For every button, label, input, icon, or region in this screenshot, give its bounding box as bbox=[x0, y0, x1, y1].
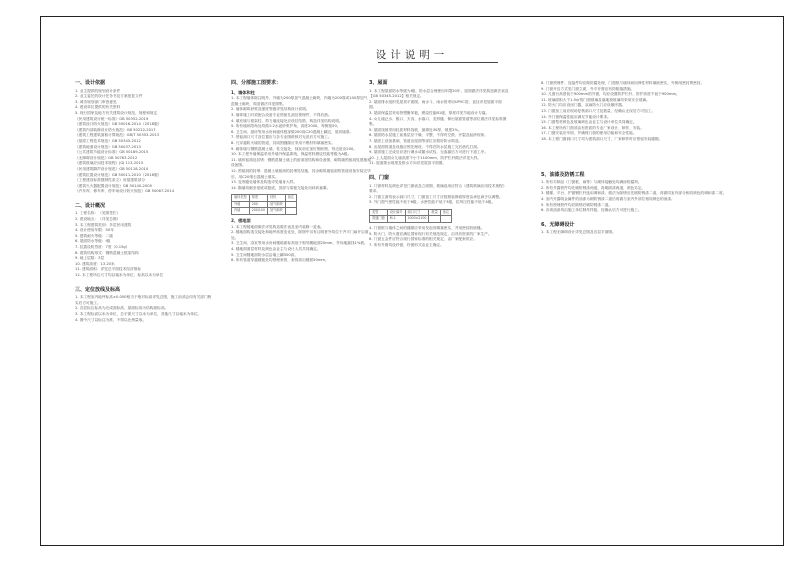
list-item: 12. 本工程所注尺寸均以毫米为单位，标高以米为单位 bbox=[75, 273, 164, 277]
table-row bbox=[370, 216, 452, 223]
list-item: 5. 所有墙体阳角处均做1:2水泥砂浆护角，高度2000，每侧宽50。 bbox=[231, 124, 341, 129]
drawing-sheet bbox=[40, 16, 784, 546]
list-item: 2. 墙体砌筑砂浆及强度等级详见结构设计说明。 bbox=[231, 107, 310, 112]
list-item: 2. 所有外露铁件均先刷防锈漆两道，再刷面漆两道，颜色另定。 bbox=[541, 185, 646, 190]
column-4 bbox=[541, 72, 731, 236]
table-cell: 洞口尺寸 bbox=[405, 209, 429, 216]
list-item: 10. 本工程外墙保温采用外墙外保温系统，保温材料燃烧性能等级为A级。 bbox=[231, 152, 352, 157]
list-item: 9. 砌体墙与钢筋混凝土墙、柱交接处，抹灰前应加钉钢丝网，每边宽出200。 bbox=[231, 146, 358, 151]
section-heading-positioning: 三、定位放线及标高 bbox=[75, 286, 121, 293]
doors-notes-list bbox=[541, 81, 731, 143]
list-item: 《民用建筑设计统一标准》GB 50352-2019 bbox=[75, 116, 149, 121]
list-item: 3. 屋面保温层采用挤塑聚苯板，燃烧性能B1级，厚度详见节能设计专篇。 bbox=[369, 110, 490, 115]
door-window-table bbox=[369, 209, 452, 223]
title-underline bbox=[378, 62, 498, 63]
list-item: 14. 隔墙均砌至梁底或板底，顶部与梁板交接处用斜砖塞紧。 bbox=[231, 185, 331, 190]
list-item: 1. 业主提供的规划设计条件 bbox=[75, 88, 121, 93]
list-item: 15. 门窗型材颜色及玻璃颜色由业主与设计单位共同确定。 bbox=[541, 120, 637, 125]
section-heading-overview: 二、设计概况 bbox=[75, 202, 106, 209]
list-item: 7. 所有外窗均设纱窗，纱窗形式由业主确定。 bbox=[369, 242, 444, 247]
list-item: 《汽车库、修车库、停车场设计防火规范》GB 50067-2014 bbox=[75, 189, 175, 194]
table-cell: 墙体类型 bbox=[232, 195, 250, 202]
list-item: 2. 门窗立面均表示洞口尺寸，门窗加工尺寸应按照装修面厚度由承包商予以调整。 bbox=[369, 194, 503, 199]
basis-list bbox=[75, 89, 215, 195]
list-item: 1. 本工程楼地面做法详见构造做法表及室内装修一览表。 bbox=[231, 224, 325, 229]
table-cell: 200/100 bbox=[249, 208, 267, 215]
list-item: 12. 防火门均应设闭门器，双扇防火门应设顺序器。 bbox=[541, 103, 626, 108]
list-item: 《公共建筑节能设计标准》GB 50189-2015 bbox=[75, 150, 149, 155]
list-item: 3. 本工程建筑类别：多层民用建筑 bbox=[75, 222, 132, 227]
table-cell: 厚度 bbox=[249, 195, 267, 202]
list-item: 8. 门窗预埋件、连接件均应做防腐处理，门窗框与墙体间用弹性材料填嵌密实，外侧用密封膏密封。 bbox=[541, 81, 705, 85]
list-item: 5. 建筑耐火等级：二级 bbox=[75, 233, 113, 238]
list-item: 3. 城市规划部门审查意见 bbox=[75, 99, 117, 104]
list-item: 《屋面工程技术规范》GB 50345-2012 bbox=[75, 138, 141, 143]
table-cell: 内墙 bbox=[232, 208, 250, 215]
floors-list bbox=[231, 225, 371, 264]
wall-table bbox=[231, 194, 297, 215]
section-heading-doors-windows: 四、门窗 bbox=[369, 174, 390, 181]
list-item: 1. 本工程室内地坪标高±0.000相当于绝对标高详见总图，施工前须会同有关部门核实后方可施工。 bbox=[75, 295, 212, 305]
list-item: 《建筑地面设计规范》GB 50037-2013 bbox=[75, 144, 141, 149]
list-item: 《建筑抗震设计规范》GB 50011-2010（2016版） bbox=[75, 172, 162, 177]
doors-list-continued bbox=[369, 226, 509, 248]
table-cell: 材料 bbox=[268, 195, 286, 202]
list-item: 4. 女儿墙泛水、檐口、天沟、水落口、变形缝、伸出屋面管道等部位做法详见标准图集。 bbox=[369, 116, 507, 127]
list-item: 2. 屋面排水组织见屋顶平面图，雨水斗、雨水管采用UPVC管，直径详见屋面平面图。 bbox=[369, 99, 502, 110]
list-item: 5. 屋面找坡采用轻质材料找坡，最薄处30厚，坡度2%。 bbox=[369, 127, 462, 132]
list-item: 《建筑工程建筑面积计算规范》GB/T 50353-2013 bbox=[75, 133, 160, 138]
list-item: 9. 门窗开启方式见门窗立面，外平开窗应有防脱落措施。 bbox=[541, 86, 635, 91]
section-heading-basis: 一、设计依据 bbox=[75, 80, 106, 86]
list-item: 1. 门窗材料及颜色详见门窗表及立面图，玻璃选用应符合《建筑玻璃应用技术规程》要求。 bbox=[369, 183, 507, 194]
list-item: 6. 各项油漆均由施工单位制作样板，经确认后方可进行施工。 bbox=[541, 208, 642, 213]
list-item: 4. 楼地面面层材料及颜色由业主与设计人员共同确定。 bbox=[231, 247, 321, 252]
table-cell bbox=[429, 216, 440, 223]
list-item: 7. 抗震设防烈度：7度（0.15g） bbox=[75, 245, 130, 250]
list-item: 《无障碍设计规范》GB 50763-2012 bbox=[75, 155, 138, 160]
list-item: 8. 凡穿越防火墙的管道，其周围缝隙应采用不燃材料填塞密实。 bbox=[231, 140, 336, 145]
list-item: 5. 卫生间楼地面防水层沿墙上翻300高。 bbox=[231, 252, 299, 257]
list-item: 5. 所有预埋铁件均应除锈后刷防锈漆二道。 bbox=[541, 202, 613, 207]
list-item: 1. 本工程无障碍设计详见总图及各层平面图。 bbox=[541, 230, 616, 235]
list-item: 《工程建设标准强制性条文》房屋建筑部分 bbox=[75, 178, 146, 183]
column-3 bbox=[369, 72, 509, 248]
table-cell: 备注 bbox=[285, 195, 296, 202]
list-item: 1. 本工程屋面防水等级为Ⅰ级，防水层合理使用年限20年，屋面做法详见构造做法表及【GB 50345-2012】相关规定。 bbox=[369, 88, 509, 99]
list-item: 4. 建设单位提供的有关资料 bbox=[75, 105, 121, 110]
table-row bbox=[232, 208, 297, 215]
sheet-title: 设计说明一 bbox=[375, 49, 449, 61]
list-item: 3. 本工程标高以米为单位，总平面尺寸以米为单位，其他尺寸以毫米为单位。 bbox=[75, 311, 202, 316]
list-item: 3. 外门窗气密性能不低于6级，水密性能不低于3级，抗风压性能不低于4级。 bbox=[369, 200, 496, 205]
list-item: 《建筑设计防火规范》GB 50016-2014（2018版） bbox=[75, 122, 162, 127]
positioning-list bbox=[75, 295, 215, 323]
list-item: 8. 出屋面管道及设施应预先埋设，不得在防水层施工完后凿孔打洞。 bbox=[369, 144, 481, 149]
list-item: 14. 外门窗保温性能应满足节能设计要求。 bbox=[541, 114, 611, 119]
list-item: 17. 门窗安装应牢固，并确保门窗的使用功能和安全性能。 bbox=[541, 131, 637, 136]
table-cell: 设计编号 bbox=[387, 209, 405, 216]
paint-list bbox=[541, 180, 731, 214]
doors-list bbox=[369, 184, 509, 206]
list-item: 4. 设计使用年限：50年 bbox=[75, 228, 114, 233]
list-item: 6. 门窗五金件应符合现行国家标准的相关规定，由厂家配套供应。 bbox=[369, 237, 477, 242]
walls-list bbox=[231, 96, 371, 191]
table-cell: 外墙 bbox=[232, 201, 250, 208]
list-item: 6. 所有管道穿越楼板处均预埋套管，套管高出楼面50mm。 bbox=[231, 258, 329, 263]
list-item: 3. 卫生间、浴室等用水房间楼地面标高低于相邻楼地面20mm，并向地漏找1%坡。 bbox=[231, 241, 368, 246]
list-item: 5. 现行国家及地方有关建筑设计规范、规程和规定 bbox=[75, 110, 158, 115]
list-item: 3. 墙体施工时须配合设备专业预留孔洞及预埋件，不得后凿。 bbox=[231, 112, 332, 117]
list-item: 7. 屋面上设备基础、管道出屋面等部位应做好防水构造。 bbox=[369, 138, 463, 143]
table-cell: 1000×2100 bbox=[405, 216, 429, 223]
roof-list bbox=[369, 89, 509, 167]
list-item: 9. 屋面施工完成后应进行淋水或蓄水试验，无渗漏后方可进行下道工序。 bbox=[369, 150, 488, 155]
section-heading-paint: 5、油漆及防锈工程 bbox=[541, 171, 585, 178]
list-item: 7. 预留洞口尺寸及位置应与各专业图纸核对无误后方可施工。 bbox=[231, 135, 332, 140]
table-cell: 备注 bbox=[440, 209, 451, 216]
column-2 bbox=[231, 72, 371, 264]
subheading-walls: 1、墙体和柱 bbox=[231, 89, 255, 95]
list-item: 13. 门窗加工前应现场复核洞口尺寸及数量，经确认无误后方可加工。 bbox=[541, 108, 655, 113]
list-item: 10. 凡窗台高度低于900mm的外窗，均应设置防护栏杆，防护高度不低于900mm。 bbox=[541, 92, 680, 97]
list-item: 8. 建筑结构形式：钢筋混凝土框架结构 bbox=[75, 250, 139, 255]
list-item: 10. 上人屋面女儿墙高度不小于1100mm，防护栏杆做法详见大样。 bbox=[369, 155, 482, 160]
list-item: 2. 建设地点：（详见总图） bbox=[75, 217, 121, 222]
list-item: 2. 楼地面构造交接处和地坪高度变化处，除图中另有注明者外均位于齐平门扇开启面处。 bbox=[231, 230, 369, 240]
list-item: 2. 各层标注标高为完成面标高，屋面标高为结构面标高。 bbox=[75, 306, 169, 311]
list-item: 6. 屋面防水层施工前基层应干燥、平整，不得有空鼓、开裂及起砂现象。 bbox=[369, 133, 488, 138]
list-item: 13. 变形缝处墙体及构造详见墙身大样。 bbox=[231, 180, 298, 185]
list-item: 9. 地上层数：3层 bbox=[75, 256, 105, 261]
list-item: 11. 墙体留洞及封堵：钢筋混凝土墙上的留洞见结构和设备图，砌筑墙预留洞见建施和设备图。 bbox=[231, 157, 371, 168]
list-item: 1. 工程名称：（见图签栏） bbox=[75, 211, 121, 216]
table-cell bbox=[285, 208, 296, 215]
table-cell bbox=[440, 216, 451, 223]
list-item: 3. 楼梯、平台、护窗钢栏杆选用调和漆，做法为除锈后先刷防锈漆二道，再做同室内部分相同颜色的调和漆二度。 bbox=[541, 191, 727, 196]
overview-list bbox=[75, 211, 215, 278]
list-item: 4. 填充墙与框架柱、剪力墙连接处应设拉结筋，构造详见结构说明。 bbox=[231, 118, 343, 123]
table-cell: M-1 bbox=[387, 216, 405, 223]
table-cell: 类型 bbox=[370, 209, 388, 216]
section-heading-construction: 四、分部施工图要求： bbox=[231, 80, 282, 86]
list-item: 6. 屋面防水等级：Ⅰ级 bbox=[75, 239, 111, 244]
table-cell: 加气砌块 bbox=[268, 201, 286, 208]
list-item: 《建筑玻璃应用技术规程》JGJ 113-2015 bbox=[75, 161, 144, 166]
table-row bbox=[232, 201, 297, 208]
list-item: 4. 室内外露明金属件的油漆为刷防锈漆二道后再做与室内外部位相同颜色的油漆。 bbox=[541, 196, 675, 201]
table-cell bbox=[285, 201, 296, 208]
table-row bbox=[232, 195, 297, 202]
subheading-floors: 2、楼地面 bbox=[231, 218, 251, 224]
list-item: 11. 屋面排水坡度及排水方向详见屋顶平面图。 bbox=[369, 161, 447, 166]
list-item: 12. 预留洞的封堵：混凝土墙留洞的封堵见结施，其余砌筑墙留洞待管道设备安装完毕后，用C20细石混凝土填实。 bbox=[231, 168, 371, 179]
table-cell: 加气砌块 bbox=[268, 208, 286, 215]
list-item: 2. 业主委托的设计任务书及方案批复文件 bbox=[75, 94, 143, 99]
table-cell: 数量 bbox=[429, 209, 440, 216]
list-item: 《建筑灭火器配置设计规范》GB 50140-2005 bbox=[75, 183, 152, 188]
column-1 bbox=[75, 72, 215, 323]
list-item: 4. 图中尺寸以标注为准，不得以比例量取。 bbox=[75, 317, 147, 322]
list-item: 18. 本工程门窗洞口尺寸均为建筑洞口尺寸，厂家制作时应预留安装缝隙。 bbox=[541, 136, 663, 141]
section-heading-roof: 3、屋面 bbox=[369, 80, 388, 86]
list-item: 1. 本工程墙体除注明外，外墙为200厚加气混凝土砌块，内墙为200厚或100厚加气混凝土砌块，构造做法详见图集。 bbox=[231, 96, 368, 106]
list-item: 《建筑内部装修设计防火规范》GB 50222-2017 bbox=[75, 127, 156, 132]
list-item: 《民用建筑隔声设计规范》GB 50118-2010 bbox=[75, 166, 149, 171]
list-item: 16. 本工程所有门窗须由有资质的专业厂家设计、制作、安装。 bbox=[541, 125, 644, 130]
list-item: 11. 玻璃面积大于1.5㎡的门窗玻璃及落地窗玻璃均采用安全玻璃。 bbox=[541, 97, 650, 102]
accessibility-list bbox=[541, 230, 731, 236]
list-item: 11. 建筑面积：详见总平面技术经济指标 bbox=[75, 267, 142, 272]
list-item: 6. 卫生间、厨房等用水房间墙体根部做200高C20混凝土翻边，宽同墙厚。 bbox=[231, 129, 354, 134]
table-cell: 200 bbox=[249, 201, 267, 208]
list-item: 5. 防火门、防火窗应满足国家现行有关规范规定，由具有资质的厂家生产。 bbox=[369, 231, 492, 236]
list-item: 10. 建筑高度：13.20米 bbox=[75, 261, 115, 266]
list-item: 4. 门窗框与墙体之间的缝隙应采用发泡剂填塞密实，并用密封胶嵌缝。 bbox=[369, 226, 485, 231]
section-heading-accessibility: 6、无障碍设计 bbox=[541, 221, 575, 228]
table-row bbox=[370, 209, 452, 216]
table-cell: 普通门窗 bbox=[370, 216, 388, 223]
list-item: 1. 所有木制品（门窗框、扇等）与砌体接触处均满涂防腐剂。 bbox=[541, 180, 642, 185]
